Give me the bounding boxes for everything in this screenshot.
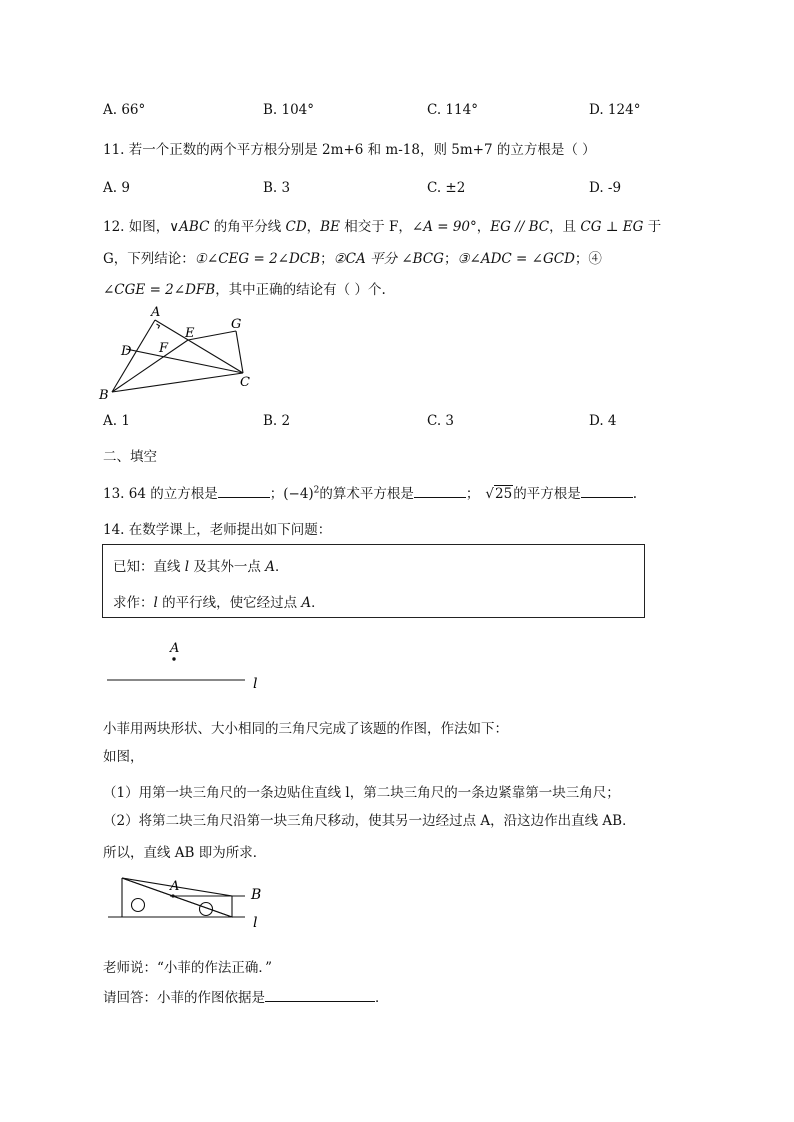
q12-cd: CD: [285, 219, 307, 235]
q14-answer-blank[interactable]: [265, 987, 375, 1002]
label-b: B: [99, 388, 109, 403]
q11-option-a: A. 9: [103, 180, 130, 196]
label-f: F: [159, 341, 169, 356]
point-line-figure: [100, 636, 270, 694]
q14-intro: 14. 在数学课上，老师提出如下问题：: [103, 522, 332, 538]
ask-text: 求作：: [113, 595, 154, 611]
q14-step-2: （2）将第二块三角尺沿第一块三角尺移动，使其另一边经过点 A，沿这边作出直线 AB．: [103, 813, 636, 829]
q12-parallel: EG // BC: [490, 219, 550, 235]
q12-line-3: [103, 278, 386, 298]
label-c: C: [240, 375, 250, 390]
q13-blank-2[interactable]: [414, 483, 466, 498]
q13-text: 13. 64 的立方根是: [103, 486, 218, 502]
known-text: ．: [274, 559, 289, 575]
fig1-label-a: A: [170, 641, 180, 656]
q12-text: 12. 如图，: [103, 219, 170, 235]
q12-be: BE: [320, 219, 340, 235]
q12-conclusion-2: ②CA 平分 ∠BCG: [333, 251, 444, 267]
known-line: [113, 555, 288, 575]
q14-answer-end: ．: [375, 990, 389, 1006]
q13-text: ；: [269, 486, 284, 502]
ask-line-l: l: [153, 595, 158, 611]
q13-exponent: 2: [313, 485, 320, 496]
q13-blank-1[interactable]: [218, 483, 270, 498]
q13-blank-3[interactable]: [581, 483, 633, 498]
q12-option-a: A. 1: [103, 413, 130, 429]
q11-option-d: D. -9: [589, 180, 622, 196]
label-a: A: [151, 305, 161, 320]
q12-text: 的角平分线: [209, 219, 286, 235]
label-d: D: [121, 344, 132, 359]
q12-option-b: B. 2: [263, 413, 291, 429]
ask-line: [113, 591, 325, 611]
q14-step-1: （1）用第一块三角尺的一条边贴住直线 l，第二块三角尺的一条边紧靠第一块三角尺；: [103, 785, 620, 801]
q13-line: [103, 482, 637, 502]
q13-text: ；: [465, 486, 480, 502]
q10-option-a: A. 66°: [103, 102, 146, 118]
ask-text: 的平行线，使它经过点: [157, 595, 302, 611]
label-g: G: [231, 317, 242, 332]
fig2-label-l: l: [253, 915, 258, 931]
q12-text: 于: [643, 219, 662, 235]
set-square-figure: [100, 872, 275, 934]
ask-point-a: A: [301, 595, 312, 611]
known-point-a: A: [265, 559, 275, 575]
q10-option-b: B. 104°: [263, 102, 315, 118]
q12-text: ，其中正确的结论有（ ）个.: [215, 282, 386, 298]
known-text: 及其外一点: [189, 559, 266, 575]
ask-text: ．: [311, 595, 325, 611]
q12-perpendicular: CG ⊥ EG: [580, 219, 644, 235]
q12-text: ；④: [574, 251, 602, 267]
q12-conclusion-4: ∠CGE = 2∠DFB: [103, 282, 216, 298]
q12-text: ；: [443, 251, 458, 267]
q12-text: ；: [320, 251, 334, 267]
q13-sqrt: [485, 486, 513, 502]
fig2-label-a: A: [170, 879, 180, 894]
q11-stem: 11. 若一个正数的两个平方根分别是 2m+6 和 m-18，则 5m+7 的立方根是（ ）: [103, 142, 596, 158]
q14-teacher-remark: 老师说：“小菲的作法正确．”: [103, 960, 273, 976]
known-text: 已知：直线: [113, 559, 185, 575]
q14-para-2: 如图，: [103, 749, 144, 765]
q13-text: 的平方根是: [513, 486, 581, 502]
q12-text: G，下列结论：: [103, 251, 195, 267]
q12-option-c: C. 3: [427, 413, 455, 429]
q11-option-c: C. ±2: [427, 180, 466, 196]
q10-option-d: D. 124°: [589, 102, 641, 118]
fig2-label-b: B: [251, 887, 262, 903]
q11-option-b: B. 3: [263, 180, 291, 196]
q13-radicand: 25: [495, 486, 513, 502]
q13-base: (−4): [283, 486, 314, 502]
q12-triangle: ∨ABC: [169, 219, 210, 235]
q14-answer-prompt: 请回答：小菲的作图依据是: [103, 990, 265, 1006]
q14-conclusion: 所以，直线 AB 即为所求．: [103, 845, 267, 861]
q13-text: 的算术平方根是: [319, 486, 414, 502]
q12-angle-a: ∠A = 90°: [411, 219, 477, 235]
q12-text: ，: [476, 219, 491, 235]
known-line-l: l: [184, 559, 190, 575]
q12-option-d: D. 4: [589, 413, 617, 429]
q12-text: ，且: [549, 219, 581, 235]
q12-line-1: [103, 215, 661, 235]
sqrt-icon: √: [485, 486, 495, 502]
q12-line-2: [103, 247, 602, 267]
q12-conclusion-1: ①∠CEG = 2∠DCB: [194, 251, 321, 267]
q14-para-1: 小菲用两块形状、大小相同的三角尺完成了该题的作图，作法如下：: [103, 721, 508, 737]
q12-text: ，: [306, 219, 321, 235]
q12-triangle-figure: [95, 300, 270, 405]
label-e: E: [185, 326, 195, 341]
fig1-label-l: l: [253, 676, 258, 692]
q10-option-c: C. 114°: [427, 102, 478, 118]
section-title: 二、填空: [103, 449, 157, 465]
q14-answer-line: [103, 986, 389, 1006]
q12-conclusion-3: ③∠ADC = ∠GCD: [457, 251, 575, 267]
q12-text: 相交于 F，: [339, 219, 412, 235]
q13-text: .: [632, 486, 637, 502]
